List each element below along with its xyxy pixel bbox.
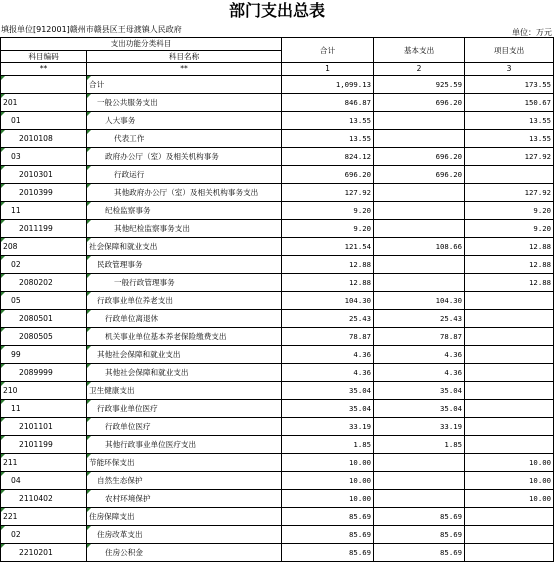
row-project-cell xyxy=(465,507,554,525)
header-index-3: 3 xyxy=(465,63,554,76)
row-basic-cell xyxy=(374,489,465,507)
row-total-cell: 824.12 xyxy=(282,147,374,165)
row-basic-cell: 35.04 xyxy=(374,399,465,417)
row-project-cell xyxy=(465,345,554,363)
table-row xyxy=(1,129,554,147)
row-project-cell xyxy=(465,525,554,543)
row-basic-cell: 85.69 xyxy=(374,543,465,561)
row-project-cell: 13.55 xyxy=(465,129,554,147)
row-name-cell: 行政运行 xyxy=(87,165,282,183)
table-row xyxy=(1,219,554,237)
row-code-cell: 2089999 xyxy=(1,363,87,381)
table-row xyxy=(1,237,554,255)
row-name-cell: 住房保障支出 xyxy=(87,507,282,525)
table-row xyxy=(1,291,554,309)
row-project-cell xyxy=(465,291,554,309)
table-row xyxy=(1,435,554,453)
row-code-cell: 2210201 xyxy=(1,543,87,561)
row-name-cell: 社会保障和就业支出 xyxy=(87,237,282,255)
row-total-cell: 85.69 xyxy=(282,543,374,561)
row-basic-cell xyxy=(374,219,465,237)
row-code-cell xyxy=(1,75,87,93)
row-project-cell: 127.92 xyxy=(465,183,554,201)
row-basic-cell xyxy=(374,183,465,201)
header-index-2: 2 xyxy=(374,63,465,76)
table-row xyxy=(1,543,554,561)
row-project-cell xyxy=(465,309,554,327)
row-basic-cell: 85.69 xyxy=(374,507,465,525)
row-name-cell: 合计 xyxy=(87,75,282,93)
row-total-cell: 12.88 xyxy=(282,255,374,273)
row-name-cell: 节能环保支出 xyxy=(87,453,282,471)
row-total-cell: 104.30 xyxy=(282,291,374,309)
row-project-cell xyxy=(465,327,554,345)
row-basic-cell xyxy=(374,111,465,129)
table-row xyxy=(1,345,554,363)
row-project-cell: 10.00 xyxy=(465,489,554,507)
table-row xyxy=(1,111,554,129)
unit-label: 单位：万元 xyxy=(512,28,552,37)
row-code-cell: 02 xyxy=(1,255,87,273)
row-project-cell: 173.55 xyxy=(465,75,554,93)
row-project-cell: 12.88 xyxy=(465,273,554,291)
row-code-cell: 05 xyxy=(1,291,87,309)
row-project-cell: 9.20 xyxy=(465,219,554,237)
table-row xyxy=(1,327,554,345)
row-basic-cell: 4.36 xyxy=(374,345,465,363)
row-code-cell: 2080202 xyxy=(1,273,87,291)
row-name-cell: 其他政府办公厅（室）及相关机构事务支出 xyxy=(87,183,282,201)
page-title: 部门支出总表 xyxy=(228,1,325,20)
row-basic-cell: 85.69 xyxy=(374,525,465,543)
row-name-cell: 行政事业单位医疗 xyxy=(87,399,282,417)
table-row xyxy=(1,381,554,399)
row-name-cell: 纪检监察事务 xyxy=(87,201,282,219)
row-total-cell: 12.88 xyxy=(282,273,374,291)
row-project-cell: 12.88 xyxy=(465,255,554,273)
row-name-cell: 其他纪检监察事务支出 xyxy=(87,219,282,237)
row-name-cell: 其他社会保障和就业支出 xyxy=(87,345,282,363)
table-row xyxy=(1,201,554,219)
row-total-cell: 85.69 xyxy=(282,507,374,525)
row-code-cell: 2110402 xyxy=(1,489,87,507)
row-project-cell: 10.00 xyxy=(465,471,554,489)
table-row xyxy=(1,471,554,489)
row-total-cell: 9.20 xyxy=(282,201,374,219)
table-row xyxy=(1,93,554,111)
row-code-cell: 03 xyxy=(1,147,87,165)
row-code-cell: 02 xyxy=(1,525,87,543)
row-basic-cell xyxy=(374,129,465,147)
header-name-star: ** xyxy=(87,63,282,76)
row-project-cell: 10.00 xyxy=(465,453,554,471)
header-project: 项目支出 xyxy=(465,38,554,63)
row-name-cell: 住房公积金 xyxy=(87,543,282,561)
filing-unit: 填报单位[912001]赣州市赣县区王母渡镇人民政府 xyxy=(1,25,182,34)
row-total-cell: 10.00 xyxy=(282,489,374,507)
row-total-cell: 33.19 xyxy=(282,417,374,435)
row-name-cell: 行政单位医疗 xyxy=(87,417,282,435)
row-total-cell: 13.55 xyxy=(282,129,374,147)
row-total-cell: 846.87 xyxy=(282,93,374,111)
row-code-cell: 11 xyxy=(1,399,87,417)
row-total-cell: 4.36 xyxy=(282,363,374,381)
row-project-cell xyxy=(465,543,554,561)
row-project-cell: 150.67 xyxy=(465,93,554,111)
row-name-cell: 机关事业单位基本养老保险缴费支出 xyxy=(87,327,282,345)
row-code-cell: 04 xyxy=(1,471,87,489)
row-basic-cell: 696.20 xyxy=(374,165,465,183)
row-total-cell: 35.04 xyxy=(282,399,374,417)
row-basic-cell xyxy=(374,471,465,489)
row-project-cell xyxy=(465,165,554,183)
row-total-cell: 1.85 xyxy=(282,435,374,453)
table-row xyxy=(1,525,554,543)
row-code-cell: 01 xyxy=(1,111,87,129)
row-name-cell: 农村环境保护 xyxy=(87,489,282,507)
row-project-cell xyxy=(465,363,554,381)
row-basic-cell: 108.66 xyxy=(374,237,465,255)
row-code-cell: 201 xyxy=(1,93,87,111)
row-code-cell: 2080501 xyxy=(1,309,87,327)
table-row xyxy=(1,363,554,381)
row-total-cell: 85.69 xyxy=(282,525,374,543)
table-row xyxy=(1,183,554,201)
row-name-cell: 人大事务 xyxy=(87,111,282,129)
row-total-cell: 121.54 xyxy=(282,237,374,255)
row-code-cell: 210 xyxy=(1,381,87,399)
row-name-cell: 民政管理事务 xyxy=(87,255,282,273)
row-code-cell: 99 xyxy=(1,345,87,363)
row-project-cell xyxy=(465,381,554,399)
header-total: 合计 xyxy=(282,38,374,63)
row-project-cell: 127.92 xyxy=(465,147,554,165)
row-code-cell: 2010399 xyxy=(1,183,87,201)
expenditure-table xyxy=(0,37,554,562)
row-basic-cell: 925.59 xyxy=(374,75,465,93)
header-index-1: 1 xyxy=(282,63,374,76)
row-total-cell: 25.43 xyxy=(282,309,374,327)
table-row xyxy=(1,147,554,165)
row-basic-cell: 33.19 xyxy=(374,417,465,435)
table-row xyxy=(1,309,554,327)
row-name-cell: 代表工作 xyxy=(87,129,282,147)
row-code-cell: 2080505 xyxy=(1,327,87,345)
row-total-cell: 696.20 xyxy=(282,165,374,183)
row-code-cell: 2010108 xyxy=(1,129,87,147)
table-row xyxy=(1,75,554,93)
row-basic-cell: 78.87 xyxy=(374,327,465,345)
row-code-cell: 2101101 xyxy=(1,417,87,435)
table-row xyxy=(1,273,554,291)
row-total-cell: 13.55 xyxy=(282,111,374,129)
row-total-cell: 1,099.13 xyxy=(282,75,374,93)
header-code: 科目编码 xyxy=(1,50,87,63)
row-name-cell: 其他社会保障和就业支出 xyxy=(87,363,282,381)
row-code-cell: 2101199 xyxy=(1,435,87,453)
row-total-cell: 10.00 xyxy=(282,471,374,489)
row-name-cell: 行政事业单位养老支出 xyxy=(87,291,282,309)
row-code-cell: 221 xyxy=(1,507,87,525)
header-category-group: 支出功能分类科目 xyxy=(1,38,282,51)
row-total-cell: 35.04 xyxy=(282,381,374,399)
table-row xyxy=(1,453,554,471)
table-row xyxy=(1,489,554,507)
row-project-cell xyxy=(465,435,554,453)
row-basic-cell xyxy=(374,201,465,219)
row-total-cell: 4.36 xyxy=(282,345,374,363)
row-code-cell: 211 xyxy=(1,453,87,471)
table-row xyxy=(1,399,554,417)
row-basic-cell: 1.85 xyxy=(374,435,465,453)
row-basic-cell: 696.20 xyxy=(374,147,465,165)
row-total-cell: 9.20 xyxy=(282,219,374,237)
row-name-cell: 政府办公厅（室）及相关机构事务 xyxy=(87,147,282,165)
row-basic-cell: 4.36 xyxy=(374,363,465,381)
row-code-cell: 2010301 xyxy=(1,165,87,183)
row-name-cell: 住房改革支出 xyxy=(87,525,282,543)
row-code-cell: 208 xyxy=(1,237,87,255)
row-project-cell: 12.88 xyxy=(465,237,554,255)
row-project-cell: 13.55 xyxy=(465,111,554,129)
row-total-cell: 127.92 xyxy=(282,183,374,201)
row-code-cell: 2011199 xyxy=(1,219,87,237)
row-basic-cell: 25.43 xyxy=(374,309,465,327)
row-name-cell: 卫生健康支出 xyxy=(87,381,282,399)
row-basic-cell: 696.20 xyxy=(374,93,465,111)
row-project-cell xyxy=(465,399,554,417)
row-basic-cell: 35.04 xyxy=(374,381,465,399)
row-basic-cell xyxy=(374,273,465,291)
row-name-cell: 一般公共服务支出 xyxy=(87,93,282,111)
row-basic-cell xyxy=(374,255,465,273)
row-total-cell: 78.87 xyxy=(282,327,374,345)
row-name-cell: 自然生态保护 xyxy=(87,471,282,489)
table-row xyxy=(1,507,554,525)
row-project-cell: 9.20 xyxy=(465,201,554,219)
header-basic: 基本支出 xyxy=(374,38,465,63)
row-name-cell: 行政单位离退休 xyxy=(87,309,282,327)
row-name-cell: 其他行政事业单位医疗支出 xyxy=(87,435,282,453)
row-total-cell: 10.00 xyxy=(282,453,374,471)
row-name-cell: 一般行政管理事务 xyxy=(87,273,282,291)
table-row xyxy=(1,165,554,183)
table-row xyxy=(1,255,554,273)
row-project-cell xyxy=(465,417,554,435)
row-basic-cell: 104.30 xyxy=(374,291,465,309)
header-code-star: ** xyxy=(1,63,87,76)
table-row xyxy=(1,417,554,435)
header-name: 科目名称 xyxy=(87,50,282,63)
report-meta xyxy=(0,24,554,36)
row-basic-cell xyxy=(374,453,465,471)
row-code-cell: 11 xyxy=(1,201,87,219)
